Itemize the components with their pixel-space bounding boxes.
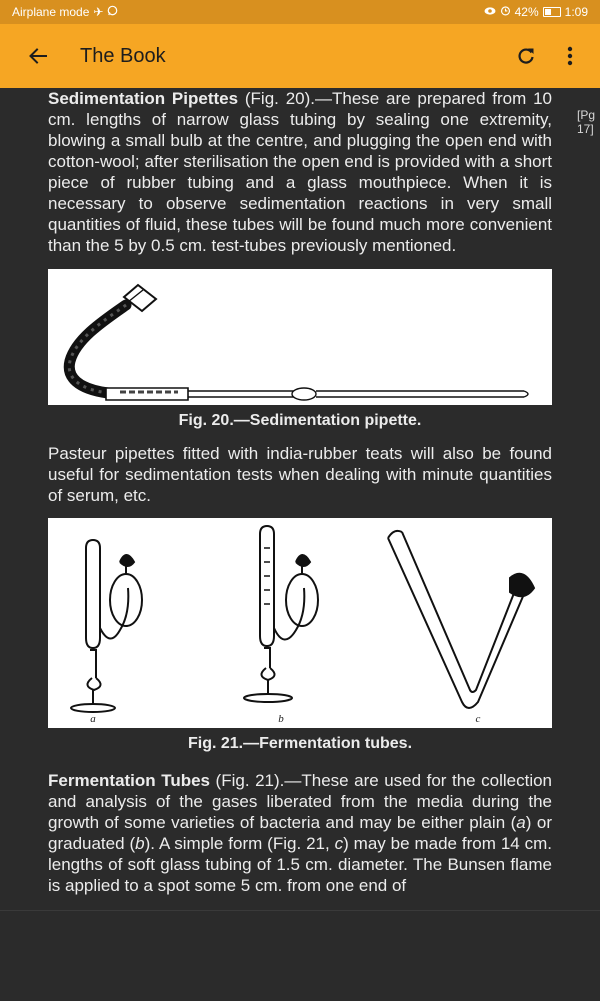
figure-21-label-a: a bbox=[90, 713, 96, 725]
eye-icon bbox=[484, 5, 496, 19]
figure-20-caption: Fig. 20.—Sedimentation pipette. bbox=[178, 412, 422, 429]
paragraph-text: ) or graduated ( bbox=[48, 813, 552, 853]
fermentation-tube-a bbox=[71, 540, 142, 712]
airplane-mode-label: Airplane mode bbox=[12, 5, 90, 19]
paragraph-text: ) may be made from 14 cm. lengths of soft glass tubing of 1.5 cm. diameter. The Bunsen flame is applied to a spot some 5 cm. from one end of bbox=[48, 834, 552, 895]
status-left bbox=[12, 5, 118, 19]
airplane-icon: ✈ bbox=[93, 5, 104, 19]
page-title: The Book bbox=[80, 44, 166, 67]
bottom-blank-area bbox=[0, 910, 600, 1001]
heading-fermentation-tubes: Fermentation Tubes bbox=[48, 771, 211, 790]
fermentation-tube-c bbox=[388, 531, 534, 708]
app-bar bbox=[0, 24, 600, 88]
italic-b: b bbox=[135, 834, 145, 853]
paragraph-text: ). A simple form (Fig. 21, bbox=[144, 834, 335, 853]
refresh-button[interactable] bbox=[508, 38, 544, 74]
page-number: [Pg 17] bbox=[577, 108, 596, 136]
refresh-icon bbox=[516, 46, 536, 66]
more-options-button[interactable] bbox=[552, 38, 588, 74]
back-arrow-icon bbox=[28, 46, 48, 66]
figure-20-image bbox=[48, 269, 552, 405]
figure-21-image bbox=[48, 518, 552, 728]
battery-icon bbox=[543, 7, 561, 17]
italic-a: a bbox=[516, 813, 526, 832]
italic-c: c bbox=[334, 834, 344, 853]
book-content[interactable] bbox=[48, 88, 552, 910]
back-button[interactable] bbox=[20, 38, 56, 74]
figure-21-label-c: c bbox=[475, 713, 481, 725]
whatsapp-icon bbox=[107, 5, 118, 19]
rubber-tubing bbox=[69, 305, 126, 393]
battery-percent: 42% bbox=[514, 5, 539, 19]
paragraph-pasteur: Pasteur pipettes fitted with india-rubber teats will also be found useful for sedimentation tests when dealing with minute quantities of serum, etc. bbox=[48, 444, 552, 505]
alarm-icon bbox=[500, 5, 511, 19]
paragraph-sedimentation bbox=[48, 88, 552, 256]
paragraph-text: (Fig. 20).—These are prepared from 10 cm. lengths of narrow glass tubing by sealing one extremity, blowing a small bulb at the centre, and plugging the open end with cotton-wool; after sterilisation the open end is provided with a short piece of rubber tubing and a glass mouthpiece. When it is necessary to observe sedimentation reactions in very small quantities of fluid, these tubes will be found much more convenient than the 5 by 0.5 cm. test-tubes previously mentioned. bbox=[48, 89, 552, 255]
figure-21-caption: Fig. 21.—Fermentation tubes. bbox=[187, 735, 413, 752]
glass-tube bbox=[106, 388, 528, 400]
paragraph-fermentation bbox=[48, 770, 552, 896]
fermentation-tube-b bbox=[244, 526, 318, 702]
heading-sedimentation-pipettes: Sedimentation Pipettes bbox=[48, 89, 239, 108]
clock: 1:09 bbox=[564, 5, 588, 19]
status-right bbox=[484, 5, 588, 19]
paragraph-text: (Fig. 21).—These are used for the collection and analysis of the gases liberated from the media during the growth of some varieties of bacteria and may be either plain ( bbox=[48, 771, 552, 832]
figure-21-label-b: b bbox=[278, 713, 284, 725]
status-bar bbox=[0, 0, 600, 24]
more-vert-icon bbox=[567, 46, 573, 66]
